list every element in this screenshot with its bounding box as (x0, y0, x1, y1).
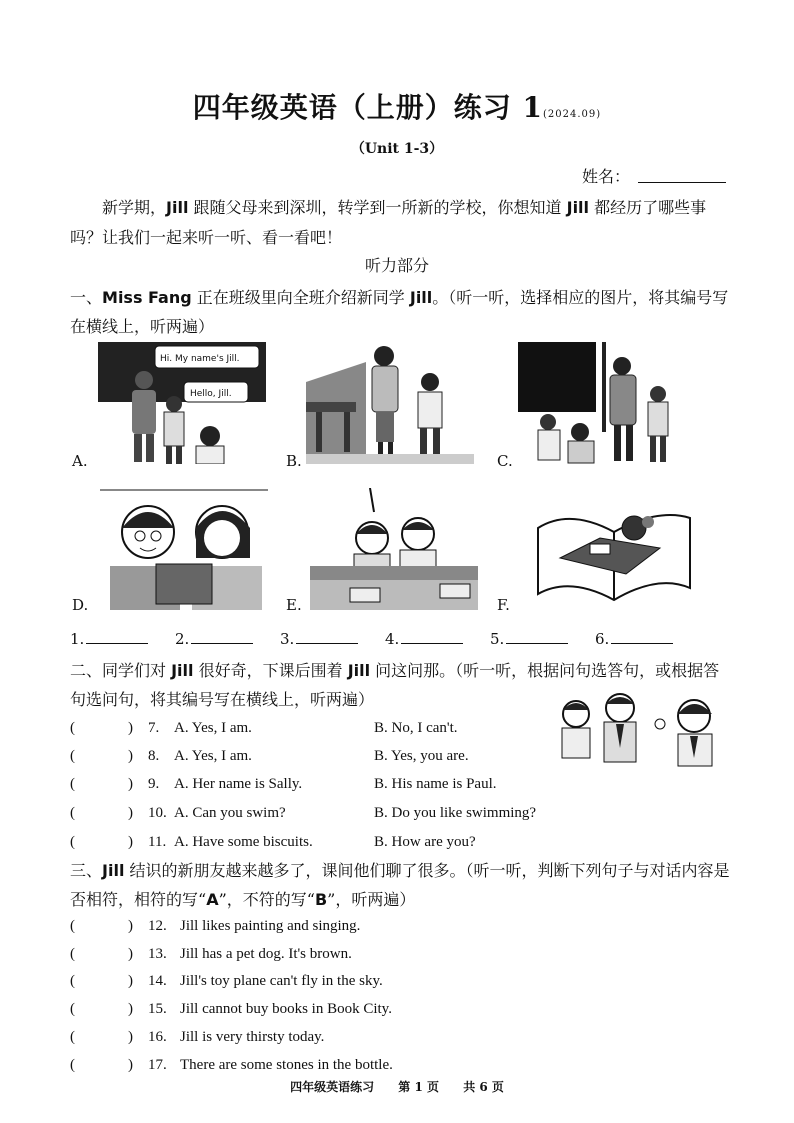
picture-c-label: C. (497, 452, 513, 470)
intro-paragraph: 新学期，Jill 跟随父母来到深圳，转学到一所新的学校，你想知道 Jill 都经历了哪些事吗？让我们一起来听一听、看一看吧！ (70, 198, 707, 247)
picture-e-label: E. (286, 596, 302, 614)
blank-1[interactable]: 1. (70, 629, 148, 648)
statement-13: ( ) 13. Jill has a pet dog. It's brown. (70, 946, 352, 962)
section3-instruction: 三、Jill 结识的新朋友越来越多了，课间他们聊了很多。（听一听，判断下列句子与对话内容是否相符，相符的写“A”，不符的写“B”，听两遍） (70, 861, 730, 909)
question-8: ( ) 8. A. Yes, I am. B. Yes, you are. (70, 748, 469, 764)
bubble-a2: Hello, Jill. (190, 389, 232, 399)
picture-c-class-group (518, 342, 686, 464)
footer-page-total: 共 6 页 (463, 1080, 504, 1094)
bubble-a1: Hi. My name's Jill. (160, 354, 240, 364)
statement-14: ( ) 14. Jill's toy plane can't fly in the sky. (70, 973, 383, 989)
picture-f-open-book (530, 488, 698, 610)
picture-f-label: F. (497, 596, 510, 614)
statement-15: ( ) 15. Jill cannot buy books in Book City. (70, 1001, 392, 1017)
picture-d-label: D. (72, 596, 89, 614)
footer-title: 四年级英语练习 (290, 1080, 375, 1094)
picture-e-desk-mates (310, 488, 478, 610)
section1-instruction: 一、Miss Fang 正在班级里向全班介绍新同学 Jill。（听一听，选择相应的图片，将其编号写在横线上，听两遍） (70, 288, 729, 336)
blank-3[interactable]: 3. (280, 629, 358, 648)
section-heading: 听力部分 (364, 256, 429, 275)
question-9: ( ) 9. A. Her name is Sally. B. His name is Paul. (70, 776, 497, 792)
picture-a-classroom-intro (98, 342, 266, 464)
blank-6[interactable]: 6. (595, 629, 673, 648)
blank-2[interactable]: 2. (175, 629, 253, 648)
statement-12: ( ) 12. Jill likes painting and singing. (70, 918, 361, 934)
date-label: (2024.09) (543, 109, 602, 120)
question-10: ( ) 10. A. Can you swim? B. Do you like swimming? (70, 805, 537, 821)
question-11: ( ) 11. A. Have some biscuits. B. How are you? (70, 834, 476, 850)
question-7: ( ) 7. A. Yes, I am. B. No, I can't. (70, 720, 458, 736)
section2-instruction: 二、同学们对 Jill 很好奇，下课后围着 Jill 问这问那。（听一听，根据问句选答句，或根据答句选问句，将其编号写在横线上，听两遍） (70, 661, 720, 709)
picture-b-label: B. (286, 452, 302, 470)
statement-16: ( ) 16. Jill is very thirsty today. (70, 1029, 325, 1045)
blank-5[interactable]: 5. (490, 629, 568, 648)
picture-a-label: A. (72, 452, 88, 470)
page-subtitle: （Unit 1-3） (350, 141, 444, 157)
footer-page-number: 第 1 页 (398, 1080, 439, 1094)
page-title: 四年级英语（上册）练习 1(2024.09) (192, 91, 602, 124)
blank-4[interactable]: 4. (385, 629, 463, 648)
name-label: 姓名： (582, 167, 631, 186)
picture-d-girls-reading (100, 488, 268, 610)
picture-b-teacher-student (306, 342, 474, 464)
page-footer (0, 1078, 794, 1095)
name-field-line[interactable] (638, 182, 726, 183)
statement-17: ( ) 17. There are some stones in the bottle. (70, 1057, 393, 1073)
